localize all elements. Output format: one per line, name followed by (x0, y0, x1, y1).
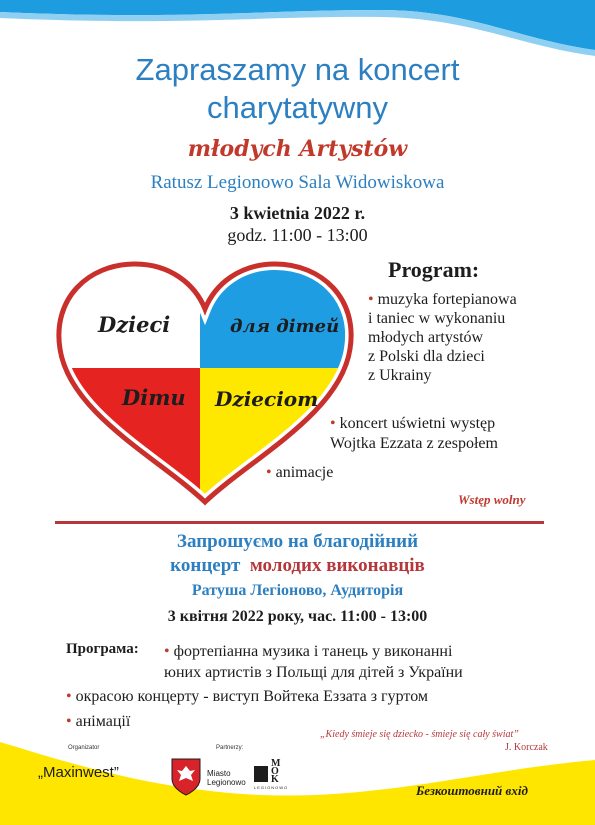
program-item-1: • muzyka fortepianowa i taniec w wykonaniu młodych artystów z Polski dla dzieci z Ukrainy (368, 291, 517, 384)
program-heading: Program: (388, 257, 480, 282)
ua-title-line-2: концерт молодих виконавців (170, 555, 425, 576)
heart-text-dzieci: Dzieci (98, 312, 171, 337)
quote-text: „Kiedy śmieje się dziecko - śmieje się cały świat” (320, 729, 519, 740)
ua-venue: Ратуша Легіоново, Аудиторія (191, 582, 404, 599)
ua-program-item-3: • анімації (66, 713, 131, 730)
title-line-1: Zapraszamy na koncert (135, 52, 460, 87)
program-item-3: • animacje (266, 464, 334, 481)
top-blue-wave (0, 0, 595, 50)
quote-author: J. Korczak (505, 742, 548, 753)
entry-free-ua: Безкоштовний вхід (416, 783, 528, 798)
ua-program-item-1: • фортепіанна музика і танець у виконанні юних артистів з Польщі для дітей з України (164, 643, 463, 681)
time: godz. 11:00 - 13:00 (227, 225, 368, 245)
ua-title-line-1: Запрошуємо на благодійний (176, 531, 419, 552)
mok-logo-text: MOK (271, 758, 281, 785)
mok-logo-sub: LEGIONOWO (254, 785, 289, 790)
date: 3 kwietnia 2022 r. (229, 203, 366, 223)
heart-text-ukrainian: для дітей (230, 316, 340, 337)
entry-free-pl: Wstęp wolny (458, 492, 526, 507)
section-divider (55, 521, 544, 524)
mok-logo-block (254, 766, 268, 782)
organizer-name: „Maxinwest” (38, 764, 119, 781)
heart-text-dimu: Dimu (122, 385, 186, 410)
subtitle: młodych Artystów (187, 136, 408, 162)
ua-program-item-2: • окрасою концерту - виступ Войтека Еззата з гуртом (66, 688, 429, 705)
title-line-2: charytatywny (207, 90, 388, 125)
ua-program-label: Програма: (66, 641, 139, 657)
partners-label: Partnerzy: (216, 745, 244, 751)
partner-legionowo: Miasto Legionowo (207, 769, 246, 787)
venue: Ratusz Legionowo Sala Widowiskowa (150, 172, 445, 193)
legionowo-coat-of-arms-icon (170, 757, 202, 797)
mok-logo (254, 760, 298, 790)
ua-datetime: 3 квітня 2022 року, час. 11:00 - 13:00 (167, 608, 428, 625)
organizer-label: Organizator (68, 745, 100, 751)
heart-text-dzieciom: Dzieciom (215, 387, 319, 411)
program-item-2: • koncert uświetni występ Wojtka Ezzata z zespołem (330, 415, 498, 452)
